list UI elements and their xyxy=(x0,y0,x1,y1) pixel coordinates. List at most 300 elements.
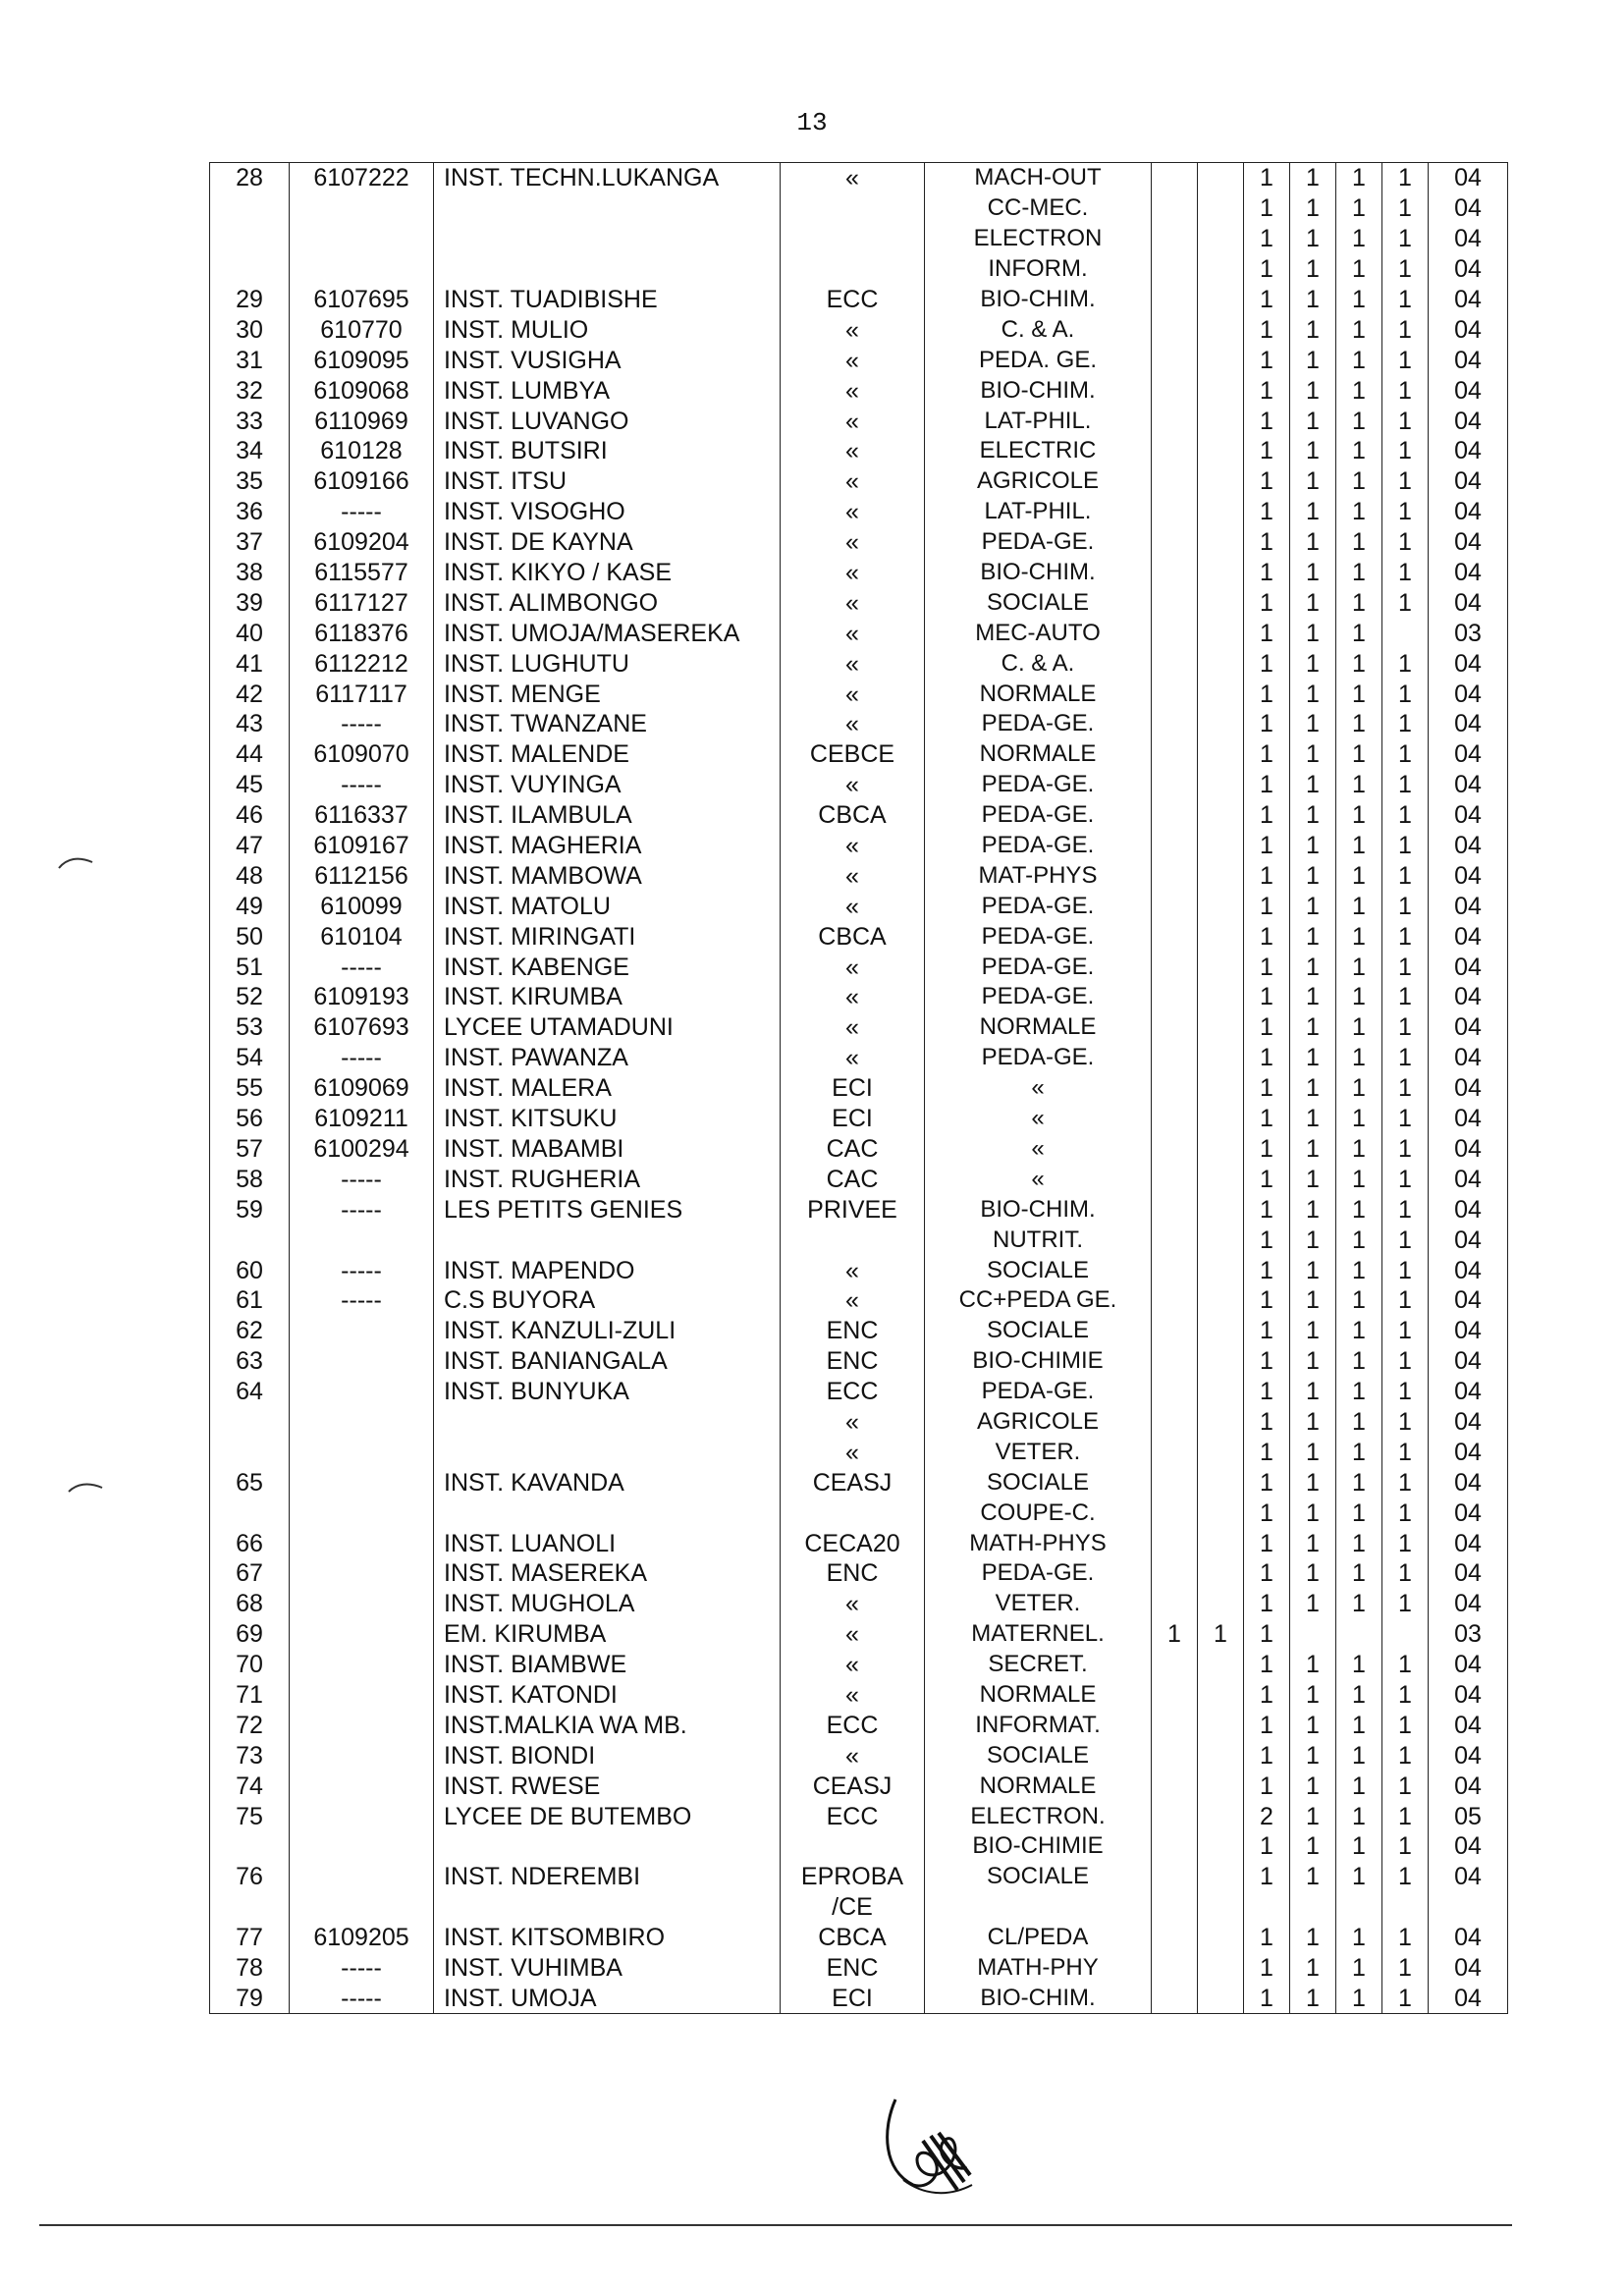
school-name: INST. MATOLU xyxy=(434,891,781,921)
class-count-4: 1 xyxy=(1290,709,1336,739)
management-regime: CEASJ xyxy=(781,1467,925,1498)
section-option: PEDA-GE. xyxy=(925,800,1152,831)
class-count-6: 1 xyxy=(1382,770,1429,800)
class-count-4: 1 xyxy=(1290,193,1336,224)
school-name: INST. MAMBOWA xyxy=(434,860,781,891)
section-option: BIO-CHIMIE xyxy=(925,1346,1152,1377)
class-count-6: 1 xyxy=(1382,436,1429,466)
school-code: 6117127 xyxy=(290,587,434,618)
class-count-3: 1 xyxy=(1244,1012,1290,1043)
row-number: 58 xyxy=(210,1164,290,1194)
table-row xyxy=(210,1134,1508,1165)
schools-table xyxy=(209,162,1508,2014)
school-name: INST. MULIO xyxy=(434,314,781,345)
table-row xyxy=(210,952,1508,982)
class-count-5: 1 xyxy=(1336,709,1382,739)
school-name: INST. MALENDE xyxy=(434,739,781,770)
section-option: INFORMAT. xyxy=(925,1710,1152,1740)
class-count-3: 1 xyxy=(1244,739,1290,770)
class-count-1 xyxy=(1152,1923,1198,1953)
section-option: NORMALE xyxy=(925,1680,1152,1711)
table-row xyxy=(210,709,1508,739)
school-name: LYCEE DE BUTEMBO xyxy=(434,1801,781,1831)
row-number: 35 xyxy=(210,466,290,497)
school-code xyxy=(290,1467,434,1498)
management-regime: « xyxy=(781,1043,925,1073)
class-count-2 xyxy=(1198,1437,1244,1467)
row-number: 38 xyxy=(210,558,290,588)
management-regime xyxy=(781,1498,925,1528)
class-count-5: 1 xyxy=(1336,1528,1382,1558)
row-number: 78 xyxy=(210,1953,290,1984)
school-name: INST. VUSIGHA xyxy=(434,345,781,375)
class-count-4: 1 xyxy=(1290,527,1336,558)
class-count-5: 1 xyxy=(1336,1831,1382,1862)
school-code xyxy=(290,193,434,224)
class-count-6: 1 xyxy=(1382,587,1429,618)
class-count-2 xyxy=(1198,1164,1244,1194)
section-option: PEDA-GE. xyxy=(925,770,1152,800)
class-count-2 xyxy=(1198,1680,1244,1711)
class-count-3: 1 xyxy=(1244,1589,1290,1619)
section-option: ELECTRIC xyxy=(925,436,1152,466)
school-name xyxy=(434,1831,781,1862)
class-count-5: 1 xyxy=(1336,375,1382,406)
section-option: NORMALE xyxy=(925,1012,1152,1043)
row-number: 31 xyxy=(210,345,290,375)
class-count-6: 1 xyxy=(1382,345,1429,375)
class-count-5: 1 xyxy=(1336,314,1382,345)
management-regime: « xyxy=(781,618,925,648)
class-count-5: 1 xyxy=(1336,952,1382,982)
row-number: 47 xyxy=(210,831,290,861)
row-number: 46 xyxy=(210,800,290,831)
class-count-4: 1 xyxy=(1290,375,1336,406)
class-count-2 xyxy=(1198,406,1244,436)
management-regime xyxy=(781,1225,925,1255)
class-count-1 xyxy=(1152,1377,1198,1407)
class-count-2 xyxy=(1198,1770,1244,1801)
class-count-4: 1 xyxy=(1290,982,1336,1012)
class-count-6: 1 xyxy=(1382,193,1429,224)
class-count-5: 1 xyxy=(1336,1801,1382,1831)
class-count-4: 1 xyxy=(1290,1043,1336,1073)
section-option: PEDA. GE. xyxy=(925,345,1152,375)
class-count-2 xyxy=(1198,1650,1244,1680)
table-row xyxy=(210,739,1508,770)
row-number: 56 xyxy=(210,1104,290,1134)
class-total: 04 xyxy=(1429,1498,1508,1528)
class-count-6: 1 xyxy=(1382,1104,1429,1134)
class-count-2 xyxy=(1198,375,1244,406)
class-count-1 xyxy=(1152,1589,1198,1619)
class-count-1 xyxy=(1152,1285,1198,1316)
section-option: SOCIALE xyxy=(925,1467,1152,1498)
row-number xyxy=(210,1407,290,1438)
table-row xyxy=(210,1710,1508,1740)
row-number: 67 xyxy=(210,1558,290,1589)
class-count-6: 1 xyxy=(1382,163,1429,193)
row-number: 39 xyxy=(210,587,290,618)
section-option: VETER. xyxy=(925,1589,1152,1619)
class-count-2 xyxy=(1198,1467,1244,1498)
section-option: SOCIALE xyxy=(925,1862,1152,1892)
table-row xyxy=(210,1012,1508,1043)
school-code: 6109068 xyxy=(290,375,434,406)
class-count-2 xyxy=(1198,831,1244,861)
class-count-3: 1 xyxy=(1244,1437,1290,1467)
class-count-1 xyxy=(1152,587,1198,618)
row-number: 54 xyxy=(210,1043,290,1073)
class-total: 04 xyxy=(1429,1862,1508,1892)
school-name: INST.MALKIA WA MB. xyxy=(434,1710,781,1740)
management-regime: CECA20 xyxy=(781,1528,925,1558)
management-regime: CEASJ xyxy=(781,1770,925,1801)
class-count-6: 1 xyxy=(1382,406,1429,436)
class-count-2 xyxy=(1198,891,1244,921)
class-total: 04 xyxy=(1429,314,1508,345)
table-row xyxy=(210,1377,1508,1407)
table-row xyxy=(210,770,1508,800)
table-row xyxy=(210,1194,1508,1225)
class-count-6: 1 xyxy=(1382,466,1429,497)
class-total: 04 xyxy=(1429,1073,1508,1104)
pen-mark-icon xyxy=(57,854,96,870)
class-count-2 xyxy=(1198,1194,1244,1225)
school-name: INST. ITSU xyxy=(434,466,781,497)
table-row xyxy=(210,1770,1508,1801)
class-count-3: 1 xyxy=(1244,1285,1290,1316)
row-number xyxy=(210,1892,290,1923)
class-count-4: 1 xyxy=(1290,1589,1336,1619)
class-count-5: 1 xyxy=(1336,436,1382,466)
class-count-1 xyxy=(1152,1892,1198,1923)
school-code xyxy=(290,1680,434,1711)
school-code: 6118376 xyxy=(290,618,434,648)
class-count-2 xyxy=(1198,1862,1244,1892)
class-count-4: 1 xyxy=(1290,831,1336,861)
class-count-6: 1 xyxy=(1382,739,1429,770)
class-count-2 xyxy=(1198,1528,1244,1558)
row-number: 73 xyxy=(210,1740,290,1770)
table-row xyxy=(210,314,1508,345)
class-count-5: 1 xyxy=(1336,1953,1382,1984)
class-count-4: 1 xyxy=(1290,1316,1336,1346)
class-count-4: 1 xyxy=(1290,345,1336,375)
table-row xyxy=(210,1104,1508,1134)
class-total: 04 xyxy=(1429,648,1508,679)
class-total: 04 xyxy=(1429,466,1508,497)
class-count-3: 1 xyxy=(1244,1377,1290,1407)
class-count-3: 1 xyxy=(1244,1710,1290,1740)
class-count-6: 1 xyxy=(1382,1558,1429,1589)
class-count-4: 1 xyxy=(1290,587,1336,618)
class-count-3: 1 xyxy=(1244,254,1290,285)
class-count-2 xyxy=(1198,1953,1244,1984)
class-count-5: 1 xyxy=(1336,1740,1382,1770)
section-option: « xyxy=(925,1104,1152,1134)
row-number xyxy=(210,224,290,254)
table-row xyxy=(210,982,1508,1012)
class-count-3: 1 xyxy=(1244,1467,1290,1498)
section-option: MATH-PHY xyxy=(925,1953,1152,1984)
class-count-3: 1 xyxy=(1244,1407,1290,1438)
class-count-5: 1 xyxy=(1336,1407,1382,1438)
class-count-4: 1 xyxy=(1290,921,1336,952)
class-total: 04 xyxy=(1429,163,1508,193)
school-name xyxy=(434,1407,781,1438)
management-regime: ECC xyxy=(781,1801,925,1831)
class-count-6: 1 xyxy=(1382,1134,1429,1165)
class-count-6: 1 xyxy=(1382,1012,1429,1043)
class-count-1 xyxy=(1152,436,1198,466)
class-count-5: 1 xyxy=(1336,1104,1382,1134)
class-total: 04 xyxy=(1429,497,1508,527)
footer-rule xyxy=(39,2224,1512,2226)
table-row xyxy=(210,831,1508,861)
class-total: 04 xyxy=(1429,770,1508,800)
row-number: 32 xyxy=(210,375,290,406)
class-total: 04 xyxy=(1429,1285,1508,1316)
school-code xyxy=(290,1437,434,1467)
class-count-1 xyxy=(1152,558,1198,588)
class-count-1 xyxy=(1152,709,1198,739)
school-name: INST. RUGHERIA xyxy=(434,1164,781,1194)
management-regime: « xyxy=(781,1012,925,1043)
class-count-1 xyxy=(1152,1255,1198,1285)
table-row xyxy=(210,1923,1508,1953)
school-code: 6116337 xyxy=(290,800,434,831)
school-name: INST. KABENGE xyxy=(434,952,781,982)
class-count-1 xyxy=(1152,345,1198,375)
class-count-4: 1 xyxy=(1290,1012,1336,1043)
row-number: 65 xyxy=(210,1467,290,1498)
section-option: BIO-CHIM. xyxy=(925,285,1152,315)
row-number: 74 xyxy=(210,1770,290,1801)
class-count-6: 1 xyxy=(1382,1498,1429,1528)
class-count-5: 1 xyxy=(1336,1589,1382,1619)
class-total: 04 xyxy=(1429,436,1508,466)
section-option: PEDA-GE. xyxy=(925,831,1152,861)
management-regime: « xyxy=(781,1255,925,1285)
class-count-3: 1 xyxy=(1244,1346,1290,1377)
table-row xyxy=(210,1528,1508,1558)
row-number: 75 xyxy=(210,1801,290,1831)
class-count-4 xyxy=(1290,1892,1336,1923)
row-number xyxy=(210,1831,290,1862)
class-count-5: 1 xyxy=(1336,1558,1382,1589)
section-option xyxy=(925,1892,1152,1923)
class-count-1 xyxy=(1152,314,1198,345)
school-name xyxy=(434,1498,781,1528)
school-code: 6100294 xyxy=(290,1134,434,1165)
class-count-3: 1 xyxy=(1244,800,1290,831)
section-option: MATERNEL. xyxy=(925,1619,1152,1650)
class-total: 04 xyxy=(1429,1255,1508,1285)
school-code xyxy=(290,1498,434,1528)
row-number: 79 xyxy=(210,1983,290,2013)
class-count-5: 1 xyxy=(1336,982,1382,1012)
class-count-1 xyxy=(1152,1498,1198,1528)
class-count-4: 1 xyxy=(1290,436,1336,466)
class-total: 04 xyxy=(1429,831,1508,861)
school-name: LYCEE UTAMADUNI xyxy=(434,1012,781,1043)
school-name: LES PETITS GENIES xyxy=(434,1194,781,1225)
management-regime: ECI xyxy=(781,1073,925,1104)
class-count-6: 1 xyxy=(1382,1831,1429,1862)
row-number: 43 xyxy=(210,709,290,739)
class-count-2 xyxy=(1198,314,1244,345)
school-name: INST. LUGHUTU xyxy=(434,648,781,679)
class-count-1 xyxy=(1152,193,1198,224)
class-count-6: 1 xyxy=(1382,1377,1429,1407)
management-regime: « xyxy=(781,1285,925,1316)
class-total: 04 xyxy=(1429,800,1508,831)
class-count-4: 1 xyxy=(1290,1650,1336,1680)
school-code xyxy=(290,254,434,285)
class-count-1 xyxy=(1152,375,1198,406)
class-count-3: 1 xyxy=(1244,1498,1290,1528)
management-regime: « xyxy=(781,860,925,891)
class-count-2 xyxy=(1198,1589,1244,1619)
class-count-1 xyxy=(1152,891,1198,921)
row-number: 62 xyxy=(210,1316,290,1346)
school-name: INST. MENGE xyxy=(434,679,781,709)
row-number: 48 xyxy=(210,860,290,891)
class-count-2 xyxy=(1198,254,1244,285)
section-option: MEC-AUTO xyxy=(925,618,1152,648)
table-row xyxy=(210,1801,1508,1831)
class-count-5: 1 xyxy=(1336,406,1382,436)
class-count-4: 1 xyxy=(1290,1770,1336,1801)
class-total: 04 xyxy=(1429,285,1508,315)
class-total: 04 xyxy=(1429,1831,1508,1862)
school-code xyxy=(290,1589,434,1619)
class-count-3: 1 xyxy=(1244,285,1290,315)
class-count-3: 1 xyxy=(1244,1255,1290,1285)
class-total: 04 xyxy=(1429,1983,1508,2013)
class-count-5: 1 xyxy=(1336,860,1382,891)
table-row xyxy=(210,1437,1508,1467)
class-count-4: 1 xyxy=(1290,1498,1336,1528)
table-row xyxy=(210,1619,1508,1650)
section-option: SECRET. xyxy=(925,1650,1152,1680)
row-number: 42 xyxy=(210,679,290,709)
class-count-4: 1 xyxy=(1290,163,1336,193)
class-count-3: 1 xyxy=(1244,679,1290,709)
class-count-6: 1 xyxy=(1382,1225,1429,1255)
management-regime: « xyxy=(781,1680,925,1711)
class-count-5: 1 xyxy=(1336,1437,1382,1467)
class-count-3: 1 xyxy=(1244,982,1290,1012)
section-option: INFORM. xyxy=(925,254,1152,285)
class-count-3: 1 xyxy=(1244,406,1290,436)
class-count-4: 1 xyxy=(1290,1467,1336,1498)
class-count-4: 1 xyxy=(1290,1437,1336,1467)
row-number: 68 xyxy=(210,1589,290,1619)
class-count-3: 1 xyxy=(1244,831,1290,861)
row-number: 50 xyxy=(210,921,290,952)
section-option: LAT-PHIL. xyxy=(925,406,1152,436)
row-number: 61 xyxy=(210,1285,290,1316)
class-count-3: 1 xyxy=(1244,1073,1290,1104)
section-option: CC-MEC. xyxy=(925,193,1152,224)
class-count-6: 1 xyxy=(1382,224,1429,254)
class-count-3: 1 xyxy=(1244,1680,1290,1711)
management-regime: « xyxy=(781,1437,925,1467)
class-count-5: 1 xyxy=(1336,497,1382,527)
school-code: 6109070 xyxy=(290,739,434,770)
class-count-3: 1 xyxy=(1244,1923,1290,1953)
class-count-3: 1 xyxy=(1244,648,1290,679)
class-count-3: 1 xyxy=(1244,770,1290,800)
school-name: INST. BUTSIRI xyxy=(434,436,781,466)
row-number: 40 xyxy=(210,618,290,648)
class-count-1 xyxy=(1152,1710,1198,1740)
section-option: BIO-CHIMIE xyxy=(925,1831,1152,1862)
section-option: PEDA-GE. xyxy=(925,527,1152,558)
class-count-1 xyxy=(1152,1467,1198,1498)
table-row xyxy=(210,1680,1508,1711)
class-count-2 xyxy=(1198,1285,1244,1316)
school-name xyxy=(434,1437,781,1467)
row-number: 45 xyxy=(210,770,290,800)
row-number: 77 xyxy=(210,1923,290,1953)
class-count-4: 1 xyxy=(1290,1164,1336,1194)
management-regime: « xyxy=(781,436,925,466)
class-count-3: 1 xyxy=(1244,1134,1290,1165)
school-name: C.S BUYORA xyxy=(434,1285,781,1316)
management-regime xyxy=(781,193,925,224)
school-name: INST. MALERA xyxy=(434,1073,781,1104)
school-code xyxy=(290,1346,434,1377)
school-code: 6112156 xyxy=(290,860,434,891)
school-code xyxy=(290,1225,434,1255)
class-total: 04 xyxy=(1429,921,1508,952)
school-name xyxy=(434,254,781,285)
class-count-5 xyxy=(1336,1892,1382,1923)
class-count-5: 1 xyxy=(1336,921,1382,952)
school-name: INST. KANZULI-ZULI xyxy=(434,1316,781,1346)
class-count-4: 1 xyxy=(1290,1134,1336,1165)
class-count-6: 1 xyxy=(1382,1740,1429,1770)
section-option: NORMALE xyxy=(925,1770,1152,1801)
management-regime: CEBCE xyxy=(781,739,925,770)
class-total: 04 xyxy=(1429,1377,1508,1407)
school-code xyxy=(290,1316,434,1346)
class-count-3: 1 xyxy=(1244,558,1290,588)
class-count-5: 1 xyxy=(1336,800,1382,831)
school-name: INST. ILAMBULA xyxy=(434,800,781,831)
class-count-1 xyxy=(1152,1134,1198,1165)
school-name: INST. LUMBYA xyxy=(434,375,781,406)
class-count-4: 1 xyxy=(1290,1680,1336,1711)
school-code: 6109166 xyxy=(290,466,434,497)
class-count-3: 1 xyxy=(1244,193,1290,224)
class-count-5: 1 xyxy=(1336,1498,1382,1528)
class-count-5: 1 xyxy=(1336,1377,1382,1407)
class-count-1 xyxy=(1152,1346,1198,1377)
class-count-2 xyxy=(1198,1134,1244,1165)
management-regime: ECC xyxy=(781,285,925,315)
class-count-2 xyxy=(1198,1710,1244,1740)
class-total: 04 xyxy=(1429,1437,1508,1467)
table-row xyxy=(210,1467,1508,1498)
row-number: 37 xyxy=(210,527,290,558)
class-total: 04 xyxy=(1429,558,1508,588)
class-count-2 xyxy=(1198,1012,1244,1043)
management-regime: CAC xyxy=(781,1134,925,1165)
